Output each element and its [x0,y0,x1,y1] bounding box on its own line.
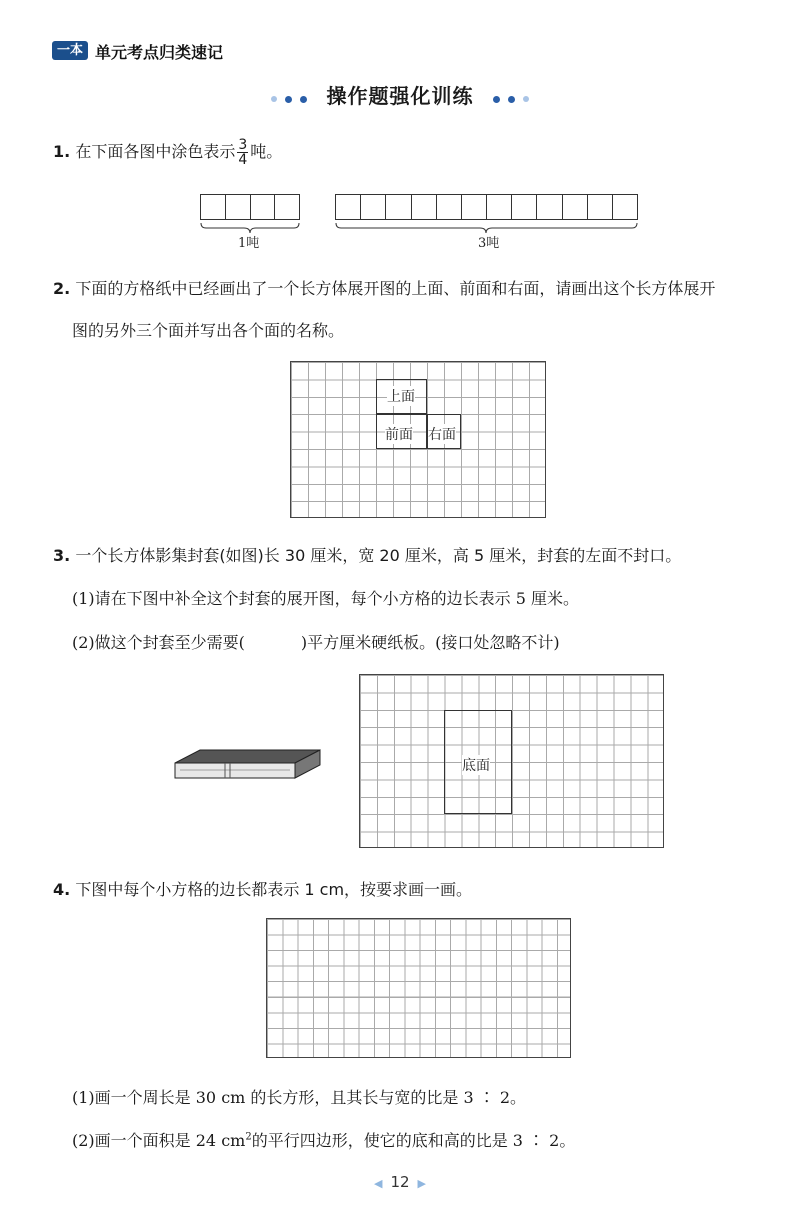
label-3-ton: 3吨 [478,236,500,251]
page-footer [0,1173,800,1191]
section-title: 操作题强化训练 [326,84,474,108]
question-1 [53,138,282,167]
fraction-denominator: 4 [238,152,248,168]
question-4-text: 下图中每个小方格的边长都表示 1 cm，按要求画一画。 [75,880,473,899]
question-4-sub-2-after: 的平行四边形，使它的底和高的比是 3 ∶ 2。 [251,1131,576,1150]
superscript-2: 2 [245,1131,252,1143]
album-cover-illustration [170,745,325,785]
question-3-sub-2 [72,630,560,653]
question-3-number: 3. [53,546,71,565]
question-2-text-1: 下面的方格纸中已经画出了一个长方体展开图的上面、前面和右面，请画出这个长方体展开 [75,279,716,298]
question-4-sub-2 [72,1128,575,1151]
face-front-label: 前面 [385,424,413,444]
question-1-number: 1. [53,142,71,161]
face-right-label: 右面 [428,424,456,444]
strip-1-ton[interactable] [200,194,300,220]
left-dots-decoration [267,86,311,110]
right-arrow-icon: ▶ [417,1177,427,1190]
face-top-label: 上面 [387,386,415,406]
question-3-sub-1: (1)请在下图中补全这个封套的展开图，每个小方格的边长表示 5 厘米。 [72,589,580,608]
question-1-text-before: 在下面各图中涂色表示 [75,142,236,161]
left-arrow-icon: ◀ [373,1177,383,1190]
section-title-row [0,80,800,110]
series-badge: 一本 [52,41,88,60]
label-1-ton: 1吨 [238,236,260,251]
question-2-line-1 [53,276,715,299]
right-dots-decoration [489,86,533,110]
strip-3-ton[interactable] [335,194,638,220]
grid-question-3[interactable] [359,674,664,848]
fraction-numerator: 3 [238,137,248,153]
question-4 [53,877,472,900]
question-1-text-after: 吨。 [250,142,283,161]
question-3-text: 一个长方体影集封套(如图)长 30 厘米，宽 20 厘米，高 5 厘米，封套的左面不封口。 [75,546,682,565]
grid-question-4[interactable] [266,918,571,1058]
grid-question-2[interactable] [290,361,546,518]
question-3-sub-2-before: (2)做这个封套至少需要( [72,633,245,652]
question-2-line-2: 图的另外三个面并写出各个面的名称。 [72,321,345,340]
question-3 [53,543,681,566]
question-2-number: 2. [53,279,71,298]
question-4-sub-2-before: (2)画一个面积是 24 cm [72,1131,246,1150]
fraction-three-quarters [237,138,248,167]
question-4-sub-1: (1)画一个周长是 30 cm 的长方形，且其长与宽的比是 3 ∶ 2。 [72,1088,527,1107]
page-number: 12 [390,1173,410,1191]
face-bottom-label: 底面 [462,755,490,775]
question-3-sub-2-after: )平方厘米硬纸板。(接口处忽略不计) [300,633,560,652]
header-title: 单元考点归类速记 [95,43,224,62]
question-4-number: 4. [53,880,71,899]
